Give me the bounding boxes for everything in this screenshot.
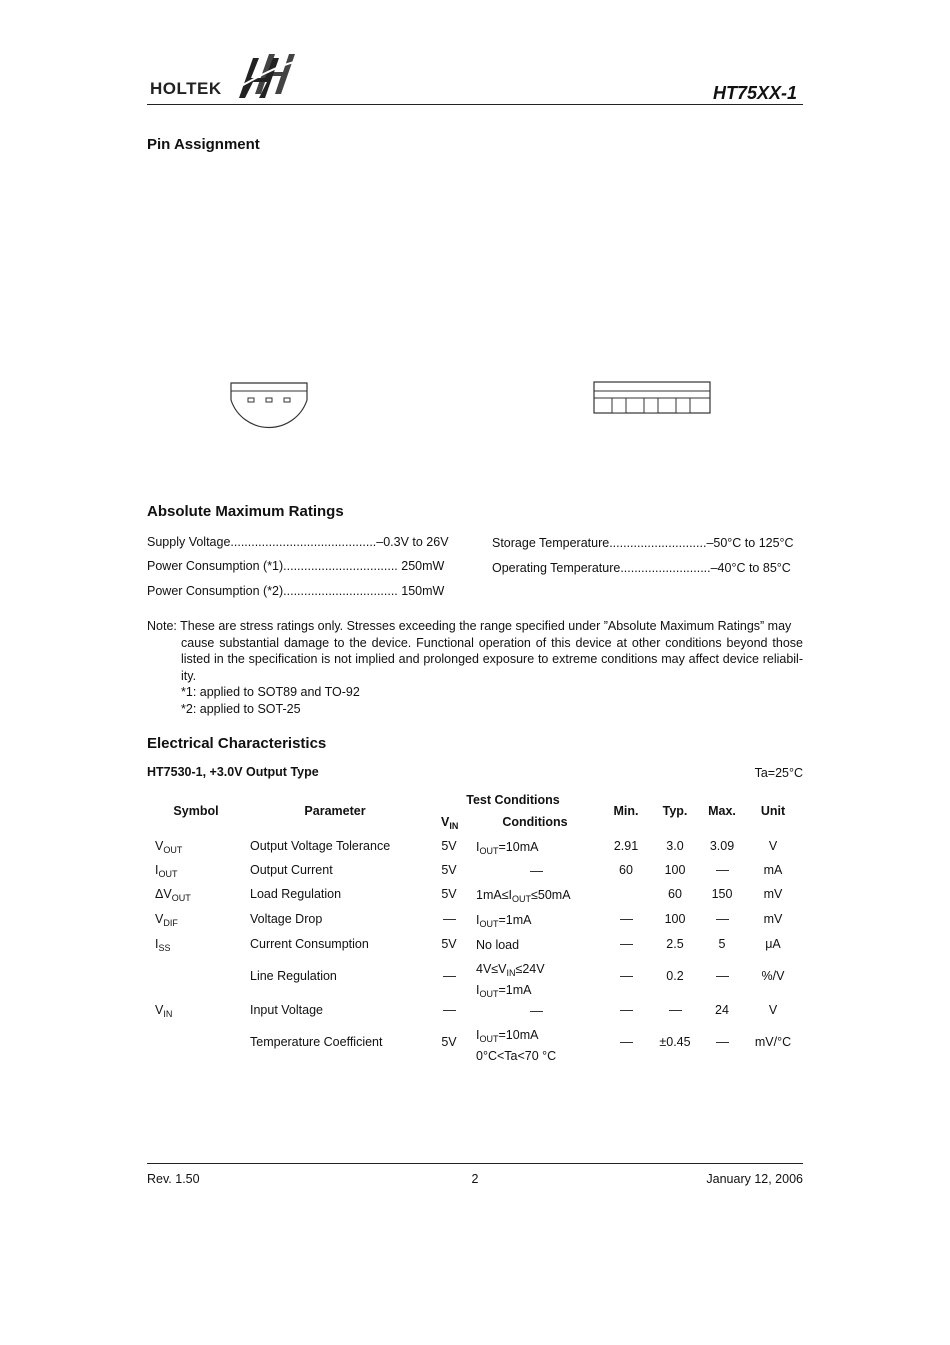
row-typ: 2.5 bbox=[666, 937, 684, 951]
row-max: 150 bbox=[711, 887, 733, 901]
row-typ: ±0.45 bbox=[659, 1035, 691, 1049]
row-vin: 5V bbox=[441, 839, 457, 853]
company-logo-text: HOLTEK bbox=[150, 79, 222, 98]
row-unit: %/V bbox=[761, 969, 785, 983]
rating-power-consumption-2: Power Consumption (*2)................................. 150mW bbox=[147, 584, 445, 598]
row-symbol bbox=[155, 887, 191, 903]
stress-note bbox=[147, 618, 803, 717]
row-parameter: Temperature Coefficient bbox=[250, 1035, 383, 1049]
row-max bbox=[700, 863, 744, 877]
row-symbol-main: I bbox=[155, 863, 159, 877]
rating-storage-temperature: Storage Temperature............................–50°C to 125°C bbox=[492, 536, 794, 550]
row-parameter: Output Current bbox=[250, 863, 333, 877]
rating-supply-voltage: Supply Voltage..........................................–0.3V to 26V bbox=[147, 535, 449, 549]
footnote-1: *1: applied to SOT89 and TO-92 bbox=[181, 685, 360, 699]
row-min bbox=[604, 937, 648, 951]
row-max: 24 bbox=[715, 1003, 729, 1017]
row-typ bbox=[652, 1003, 698, 1017]
row-conditions: $I_{OUT}=1mA$ bbox=[476, 913, 532, 929]
holtek-logo-icon bbox=[225, 54, 297, 100]
sot25-package-diagram bbox=[590, 380, 714, 420]
document-title: HT75XX-1 bbox=[713, 83, 798, 103]
row-parameter: Voltage Drop bbox=[250, 912, 323, 926]
row-max: 5 bbox=[718, 937, 726, 951]
rating-operating-temperature: Operating Temperature..........................–40°C to 85°C bbox=[492, 561, 791, 575]
electrical-subheading: HT7530-1, +3.0V Output Type bbox=[147, 765, 319, 779]
row-conditions: $1mA\le I_{OUT}\le 50mA$ bbox=[476, 888, 571, 904]
row-typ: 100 bbox=[664, 863, 686, 877]
row-symbol-main: V bbox=[155, 1003, 164, 1017]
row-symbol-sub: OUT bbox=[158, 869, 178, 879]
col-header-typ: Typ. bbox=[662, 804, 688, 818]
ambient-temperature: Ta=25°C bbox=[754, 766, 803, 780]
row-symbol-sub: OUT bbox=[171, 893, 191, 903]
row-min bbox=[604, 1003, 648, 1017]
row-typ: 3.0 bbox=[666, 839, 684, 853]
col-header-symbol: Symbol bbox=[173, 804, 219, 818]
row-symbol bbox=[155, 937, 171, 953]
footer-revision: Rev. 1.50 bbox=[147, 1172, 200, 1186]
row-vin bbox=[436, 969, 462, 983]
row-unit: mA bbox=[763, 863, 783, 877]
row-conditions: $I_{OUT}=10mA$ bbox=[476, 840, 539, 856]
row-min bbox=[604, 1035, 648, 1049]
row-parameter: Line Regulation bbox=[250, 969, 337, 983]
footer-date: January 12, 2006 bbox=[706, 1172, 803, 1186]
footer-rule bbox=[147, 1163, 803, 1164]
row-vin: 5V bbox=[441, 863, 457, 877]
row-symbol-main: V bbox=[155, 912, 164, 926]
row-vin: 5V bbox=[441, 937, 457, 951]
col-header-parameter: Parameter bbox=[304, 804, 366, 818]
row-parameter: Output Voltage Tolerance bbox=[250, 839, 391, 853]
row-symbol-sub: DIF bbox=[163, 918, 178, 928]
row-unit: mV bbox=[763, 887, 783, 901]
col-header-unit: Unit bbox=[760, 804, 786, 818]
row-min bbox=[604, 912, 648, 926]
row-min: 60 bbox=[619, 863, 633, 877]
col-header-min: Min. bbox=[613, 804, 639, 818]
row-max bbox=[700, 1035, 744, 1049]
row-typ: 100 bbox=[664, 912, 686, 926]
row-symbol-sub: IN bbox=[163, 1009, 173, 1019]
rating-power-consumption-1: Power Consumption (*1)................................. 250mW bbox=[147, 559, 445, 573]
row-symbol bbox=[155, 1003, 172, 1019]
col-header-test-conditions: Test Conditions bbox=[466, 793, 560, 807]
row-symbol bbox=[155, 863, 177, 879]
col-header-conditions: Conditions bbox=[502, 815, 568, 829]
row-parameter: Load Regulation bbox=[250, 887, 342, 901]
row-max bbox=[700, 912, 744, 926]
row-unit: V bbox=[768, 839, 778, 853]
row-vin: 5V bbox=[441, 887, 457, 901]
row-min bbox=[604, 969, 648, 983]
footer-page-number: 2 bbox=[471, 1172, 479, 1186]
row-symbol bbox=[155, 912, 178, 928]
header-rule bbox=[147, 104, 803, 105]
row-vin bbox=[436, 1003, 462, 1017]
row-unit: mV bbox=[763, 912, 783, 926]
row-vin: 5V bbox=[441, 1035, 457, 1049]
row-unit: μA bbox=[765, 937, 781, 951]
pin-assignment-heading: Pin Assignment bbox=[147, 136, 260, 153]
row-conditions: $I_{OUT}=10mA$ 0°C<Ta<70 °C bbox=[476, 1028, 557, 1063]
row-conditions bbox=[476, 863, 596, 880]
col-header-vin bbox=[441, 815, 458, 831]
stress-note-continuation: cause substantial damage to the device. Functional operation of this device at other conditions beyond those listed in the specification is not implied and prolonged exposure to extreme conditions may affect device reliabil-ity. bbox=[181, 635, 803, 683]
row-conditions: $4V\le V_{IN}\le 24V$ $I_{OUT}=1mA$ bbox=[476, 962, 545, 999]
row-typ: 0.2 bbox=[666, 969, 684, 983]
row-vin bbox=[436, 912, 462, 926]
abs-max-heading: Absolute Maximum Ratings bbox=[147, 503, 344, 520]
row-min: 2.91 bbox=[613, 839, 639, 853]
col-header-vin-sub: IN bbox=[449, 821, 459, 831]
row-unit: mV/°C bbox=[754, 1035, 792, 1049]
row-parameter: Input Voltage bbox=[250, 1003, 323, 1017]
row-symbol bbox=[155, 839, 182, 855]
to92-package-diagram bbox=[228, 380, 310, 440]
row-symbol-main: V bbox=[155, 839, 164, 853]
row-symbol-main: I bbox=[155, 937, 159, 951]
row-typ: 60 bbox=[668, 887, 682, 901]
electrical-heading: Electrical Characteristics bbox=[147, 735, 327, 752]
row-conditions: No load bbox=[476, 938, 520, 952]
row-symbol-main: ΔV bbox=[155, 887, 172, 901]
row-symbol-sub: OUT bbox=[163, 845, 183, 855]
footnote-2: *2: applied to SOT-25 bbox=[181, 701, 301, 716]
row-max bbox=[700, 969, 744, 983]
row-symbol-sub: SS bbox=[158, 943, 171, 953]
row-unit: V bbox=[768, 1003, 778, 1017]
col-header-vin-main: V bbox=[441, 815, 450, 829]
stress-note-lead: Note: These are stress ratings only. Stresses exceeding the range specified under ”Absolute Maximum Ratings” may bbox=[147, 619, 792, 633]
row-conditions bbox=[476, 1003, 596, 1020]
row-max: 3.09 bbox=[709, 839, 735, 853]
row-parameter: Current Consumption bbox=[250, 937, 369, 951]
col-header-max: Max. bbox=[708, 804, 736, 818]
